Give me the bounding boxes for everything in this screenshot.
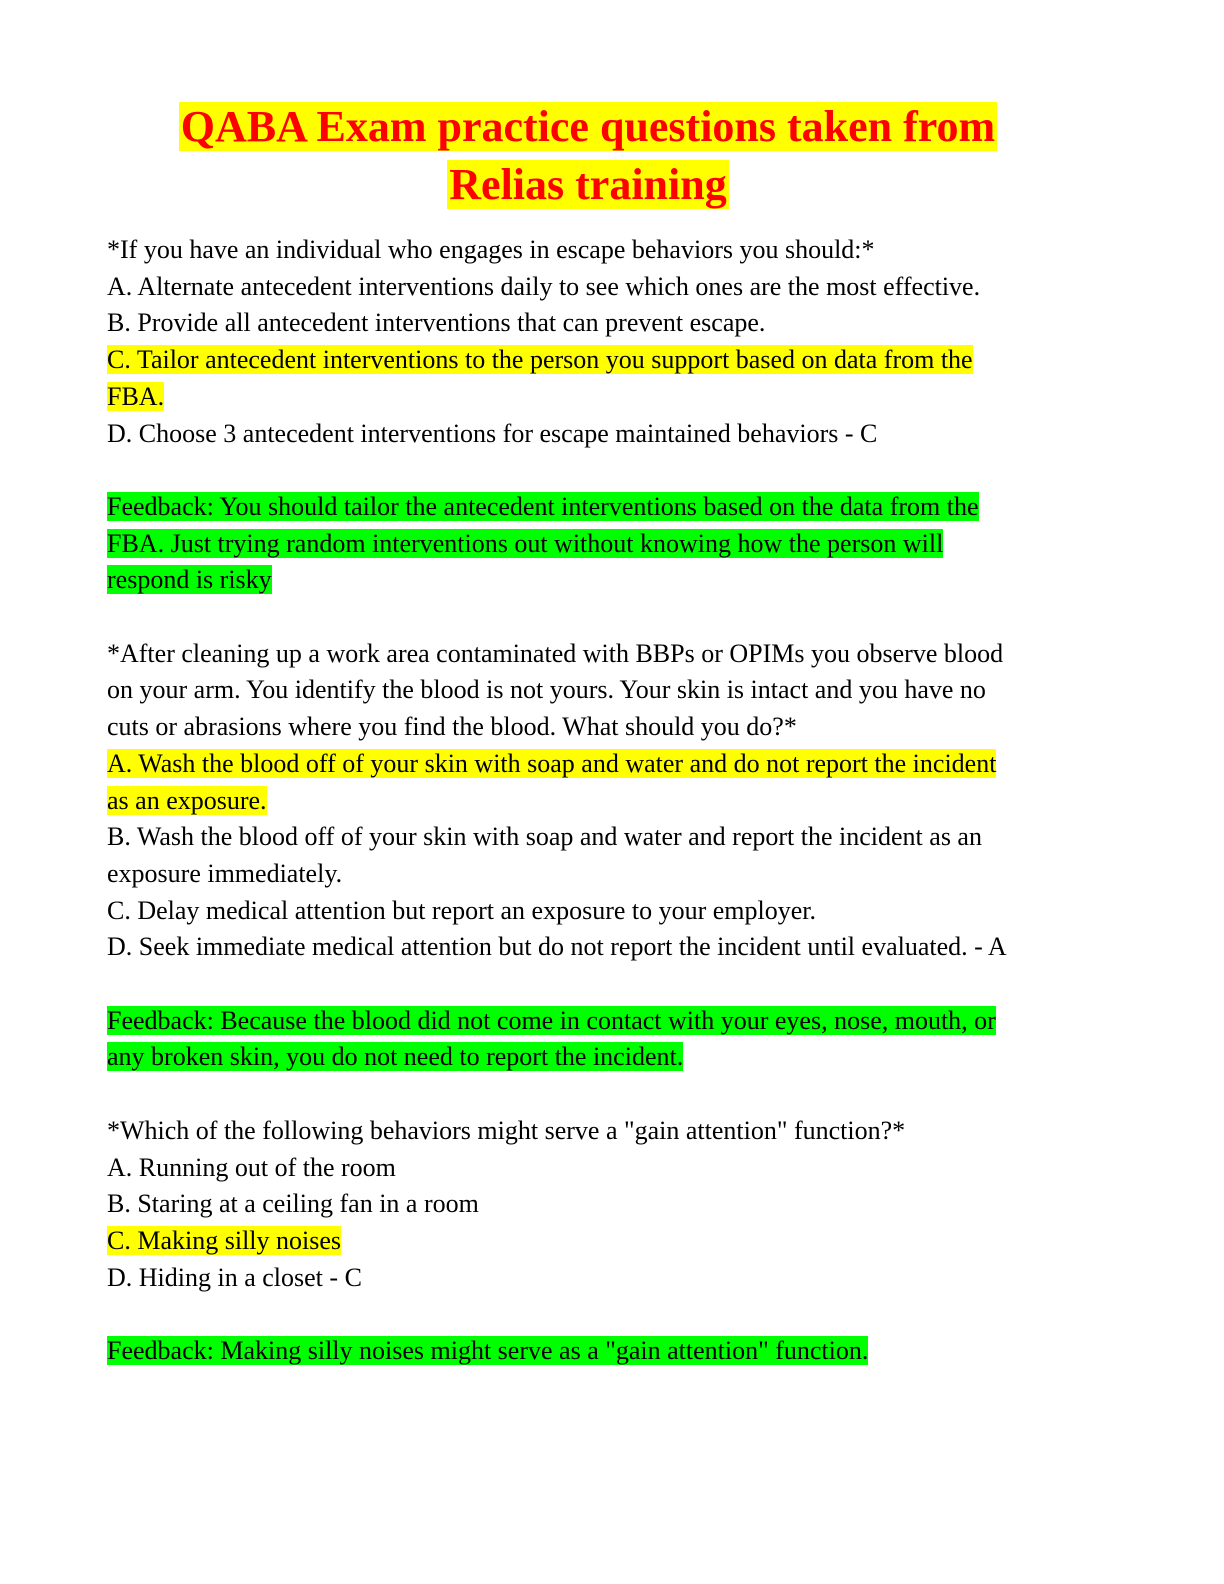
answer-option-b: B. Wash the blood off of your skin with soap and water and report the incident as an [107, 822, 982, 852]
correct-answer-option-c-cont: FBA. [107, 381, 165, 411]
correct-answer-option-a-cont: as an exposure. [107, 785, 267, 815]
feedback-text: Feedback: You should tailor the antecedent interventions based on the data from the [107, 491, 979, 521]
feedback-text-cont: any broken skin, you do not need to report the incident. [107, 1042, 684, 1072]
title-line-1: QABA Exam practice questions taken from [180, 102, 996, 151]
feedback-text-cont: FBA. Just trying random interventions out without knowing how the person will [107, 528, 944, 558]
document-title [0, 98, 1176, 214]
feedback-text-cont: respond is risky [107, 565, 272, 595]
answer-option-b: B. Staring at a ceiling fan in a room [107, 1189, 479, 1219]
document-body [107, 232, 1097, 1370]
question-prompt: *Which of the following behaviors might serve a "gain attention" function?* [107, 1115, 906, 1145]
answer-option-d: D. Hiding in a closet - C [107, 1262, 362, 1292]
correct-answer-option-c: C. Tailor antecedent interventions to the person you support based on data from the [107, 345, 973, 375]
answer-option-a: A. Running out of the room [107, 1152, 396, 1182]
question-block-3 [107, 1113, 1097, 1370]
question-prompt: *If you have an individual who engages in escape behaviors you should:* [107, 235, 875, 264]
title-line-2: Relias training [449, 160, 727, 209]
question-block-1 [107, 232, 1097, 599]
feedback-text: Feedback: Making silly noises might serve as a "gain attention" function. [107, 1336, 869, 1366]
answer-option-a: A. Alternate antecedent interventions daily to see which ones are the most effective. [107, 271, 981, 301]
correct-answer-option-a: A. Wash the blood off of your skin with soap and water and do not report the incident [107, 748, 997, 778]
answer-option-b-cont: exposure immediately. [107, 858, 343, 888]
answer-option-d: D. Seek immediate medical attention but do not report the incident until evaluated. - A [107, 932, 1007, 962]
question-block-2 [107, 636, 1097, 1076]
feedback-text: Feedback: Because the blood did not come in contact with your eyes, nose, mouth, or [107, 1005, 996, 1035]
correct-answer-option-c: C. Making silly noises [107, 1225, 342, 1255]
question-prompt-cont: on your arm. You identify the blood is not yours. Your skin is intact and you have no [107, 675, 986, 705]
question-prompt: *After cleaning up a work area contaminated with BBPs or OPIMs you observe blood [107, 638, 1004, 668]
answer-option-c: C. Delay medical attention but report an exposure to your employer. [107, 895, 817, 925]
answer-option-d: D. Choose 3 antecedent interventions for escape maintained behaviors - C [107, 418, 878, 448]
question-prompt-cont: cuts or abrasions where you find the blood. What should you do?* [107, 712, 797, 742]
answer-option-b: B. Provide all antecedent interventions that can prevent escape. [107, 308, 766, 338]
